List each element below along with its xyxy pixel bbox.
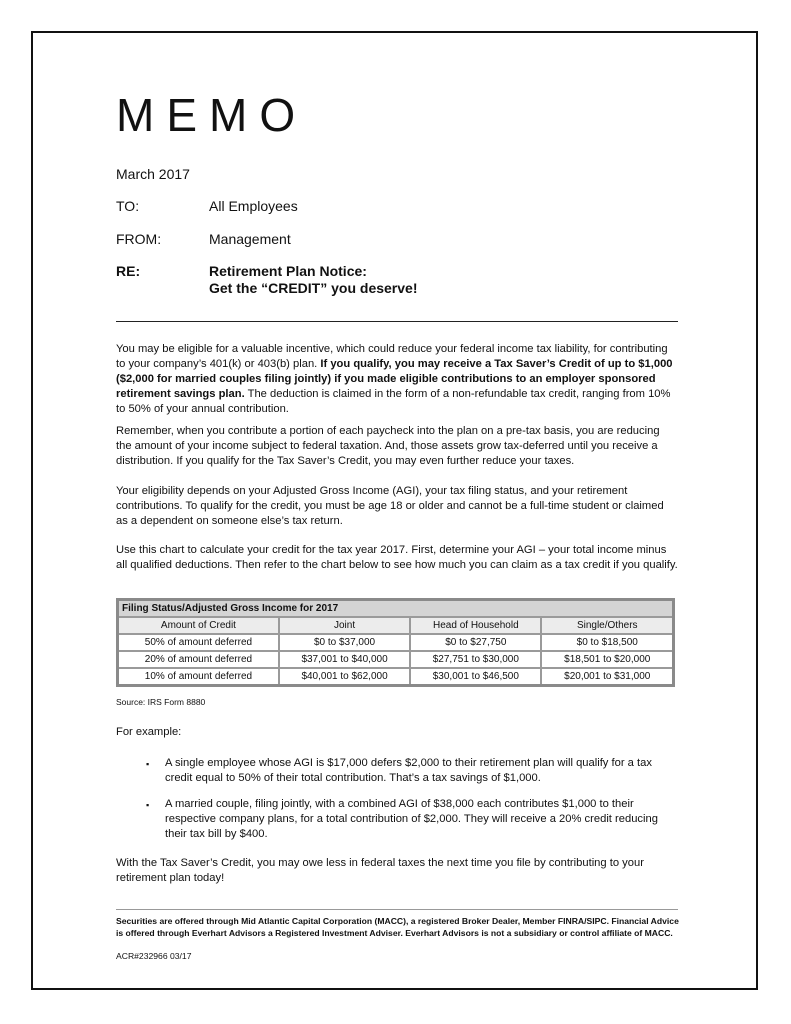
- disclosure-text: Securities are offered through Mid Atlantic Capital Corporation (MACC), a registered Broker Dealer, Member FINRA/SIPC. Financial Advice is offered through Everhart Advisors a Registered Investment Adviser. Everhart Advisors is not a subsidiary or control affiliate of MACC.: [116, 916, 679, 938]
- table-caption: Filing Status/Adjusted Gross Income for 2017: [118, 600, 674, 618]
- bullet-icon: ▪: [146, 800, 150, 810]
- header-cell: Amount of Credit: [118, 617, 279, 634]
- re-line-2: Get the “CREDIT” you deserve!: [209, 280, 418, 296]
- table-cell: 50% of amount deferred: [118, 634, 279, 651]
- table-cell: $30,001 to $46,500: [410, 668, 541, 686]
- table-source: Source: IRS Form 8880: [116, 697, 206, 707]
- table-cell: $18,501 to $20,000: [541, 651, 673, 668]
- examples-intro: For example:: [116, 726, 182, 738]
- re-line-1: Retirement Plan Notice:: [209, 263, 367, 279]
- table-cell: $0 to $18,500: [541, 634, 673, 651]
- memo-title: MEMO: [116, 89, 308, 141]
- closing-paragraph: With the Tax Saver’s Credit, you may owe less in federal taxes the next time you file by contributing to your retirement plan today!: [116, 857, 644, 884]
- paragraph-intro: [116, 342, 678, 417]
- table-cell: 20% of amount deferred: [118, 651, 279, 668]
- memo-date: March 2017: [116, 166, 190, 182]
- paragraph-remember: Remember, when you contribute a portion of each paycheck into the plan on a pre-tax basis, you are reducing the amount of your income subject to federal taxation. And, those assets grow tax-deferred until you receive a distribution. If you qualify for the Tax Saver’s Credit, you may even further reduce your taxes.: [116, 425, 660, 467]
- footer-divider: [116, 909, 678, 910]
- table-cell: $27,751 to $30,000: [410, 651, 541, 668]
- bullet-icon: ▪: [146, 759, 150, 769]
- table-cell: $0 to $27,750: [410, 634, 541, 651]
- to-label: TO:: [116, 198, 140, 214]
- to-value: All Employees: [209, 198, 298, 214]
- credit-table: [116, 598, 675, 687]
- p1-tail-text: The deduction is claimed in the form of a non-refundable tax credit, ranging from 10% to 50% of your annual contribution.: [116, 388, 671, 415]
- document-code: ACR#232966 03/17: [116, 951, 192, 961]
- table-row: [118, 668, 674, 686]
- p1-text: You may be eligible for a valuable incentive, which could reduce your federal income tax liability, for contributing to your company’s 401(k) or 403(b) plan.: [116, 343, 668, 370]
- header-cell: Joint: [279, 617, 410, 634]
- header-divider: [116, 321, 678, 322]
- table-cell: $20,001 to $31,000: [541, 668, 673, 686]
- table-cell: 10% of amount deferred: [118, 668, 279, 686]
- table-cell: $0 to $37,000: [279, 634, 410, 651]
- header-cell: Single/Others: [541, 617, 673, 634]
- from-label: FROM:: [116, 231, 162, 247]
- example-item: A single employee whose AGI is $17,000 defers $2,000 to their retirement plan will qualify for a tax credit equal to 50% of their total contribution. That’s a tax savings of $1,000.: [165, 757, 652, 784]
- table-row: [118, 634, 674, 651]
- table-header-row: [118, 617, 674, 634]
- table-cell: $40,001 to $62,000: [279, 668, 410, 686]
- header-cell: Head of Household: [410, 617, 541, 634]
- from-value: Management: [209, 231, 291, 247]
- example-item: A married couple, filing jointly, with a combined AGI of $38,000 each contributes $1,000 to their respective company plans, for a total contribution of $2,000. They will receive a 20% credit reducing their tax bill by $400.: [165, 798, 658, 840]
- paragraph-eligibility: Your eligibility depends on your Adjusted Gross Income (AGI), your tax filing status, and your retirement contributions. To qualify for the credit, you must be age 18 or older and cannot be a full-time student or claimed as a dependent on someone else’s tax return.: [116, 485, 664, 527]
- table-row: [118, 651, 674, 668]
- paragraph-chart-intro: Use this chart to calculate your credit for the tax year 2017. First, determine your AGI – your total income minus all qualified deductions. Then refer to the chart below to see how much you can claim as a tax credit if you qualify.: [116, 544, 678, 571]
- table-cell: $37,001 to $40,000: [279, 651, 410, 668]
- p1-bold-text: If you qualify, you may receive a Tax Saver’s Credit of up to $1,000 ($2,000 for married couples filing jointly) if you made eligible contributions to an employer sponsored retirement savings plan.: [116, 358, 673, 400]
- re-label: RE:: [116, 263, 141, 279]
